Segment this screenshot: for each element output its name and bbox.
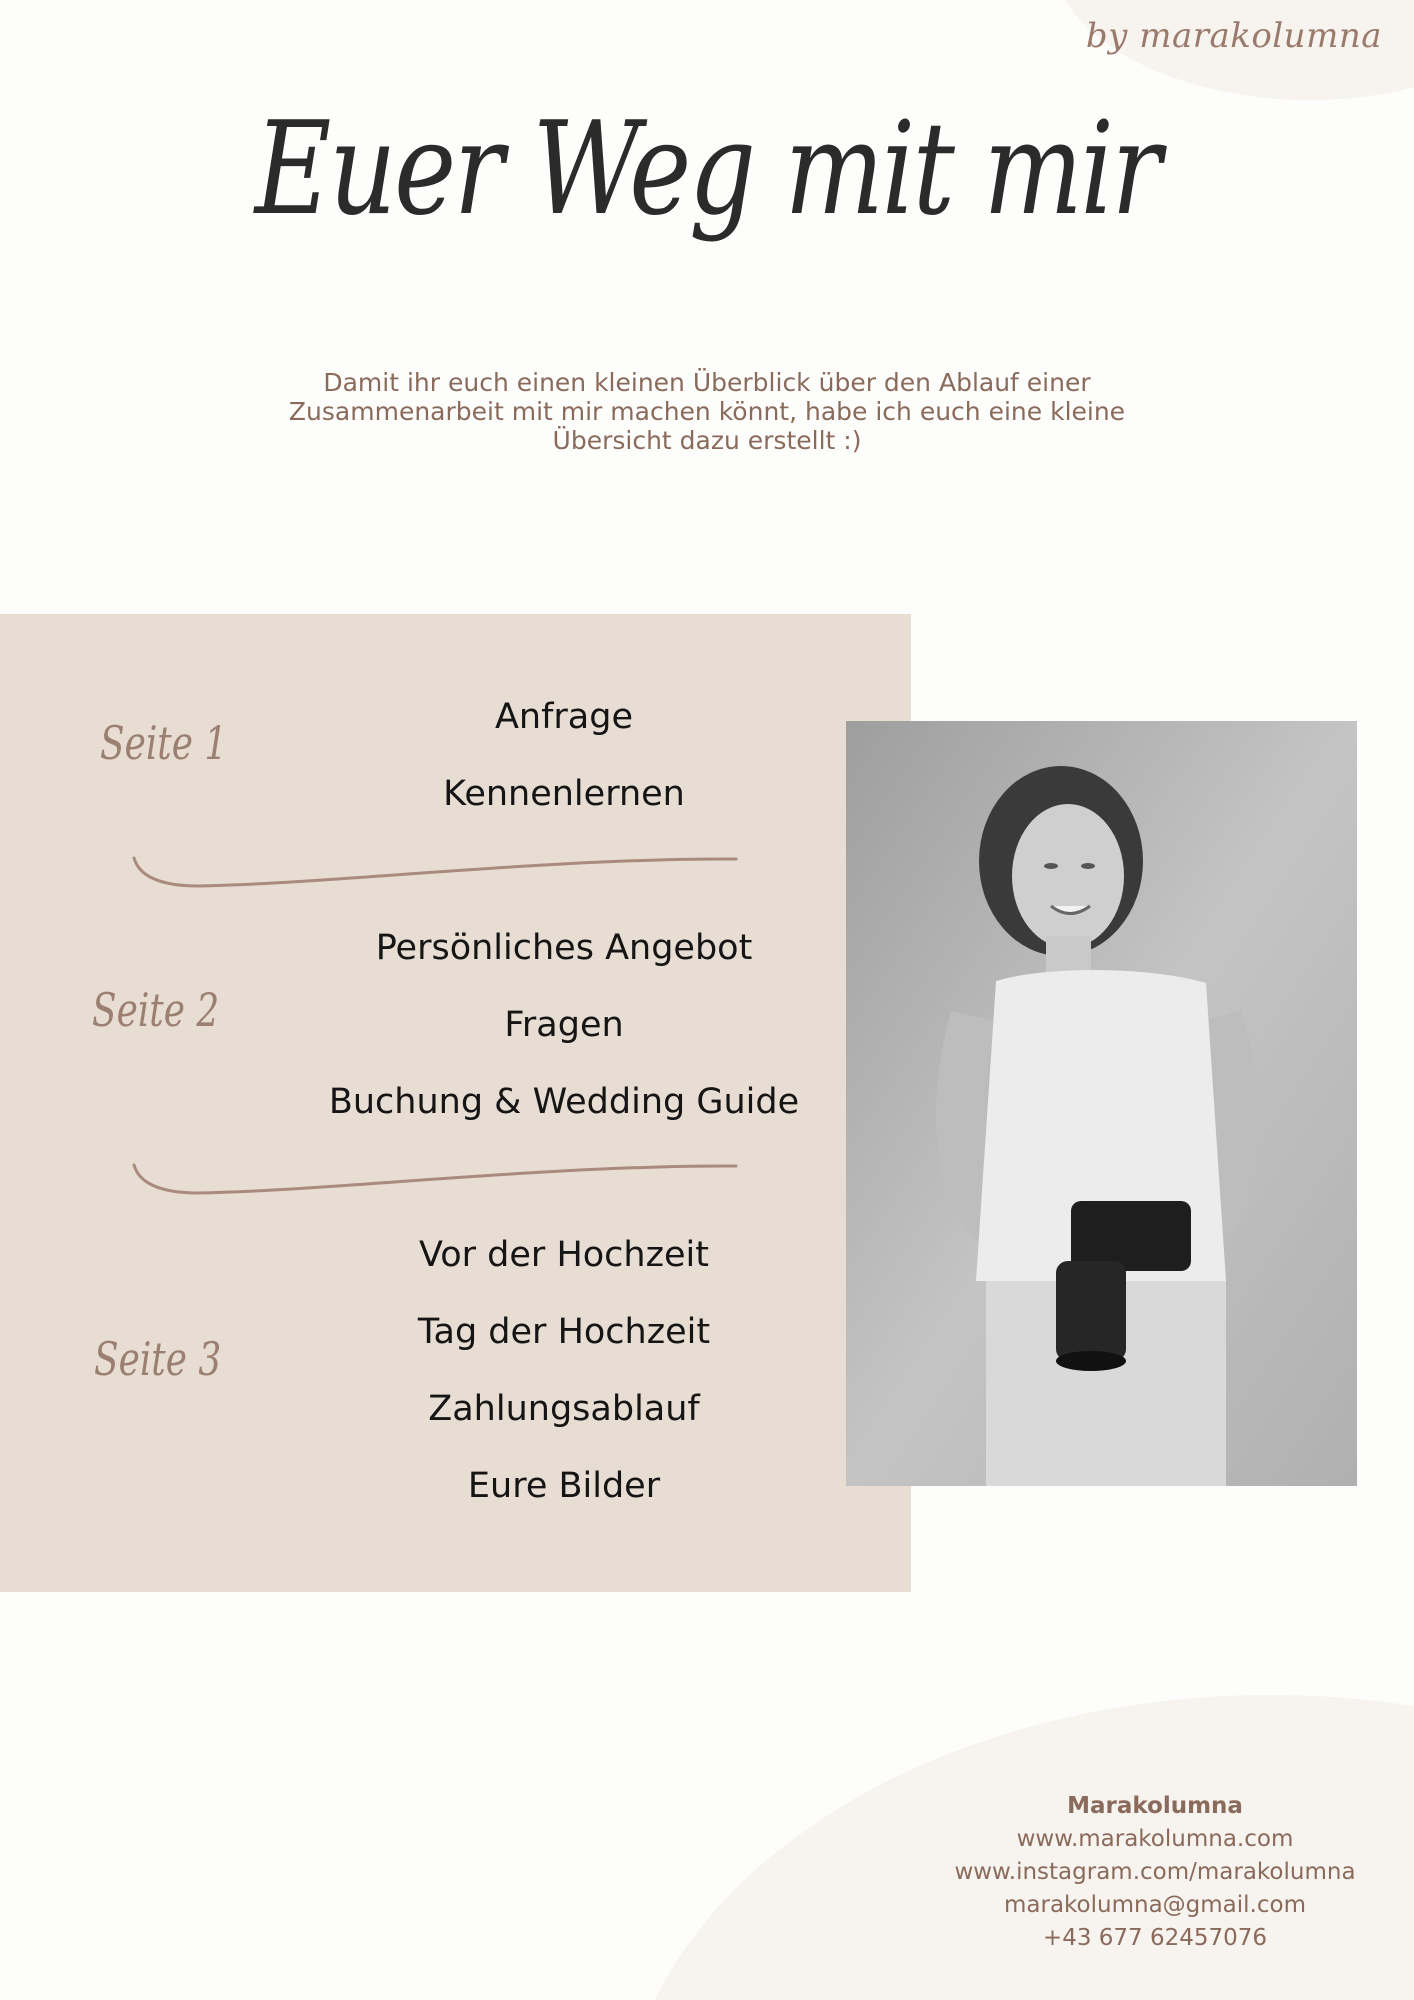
list-item-kennenlernen: Kennenlernen — [443, 774, 685, 814]
list-item-tag-der-hochzeit: Tag der Hochzeit — [417, 1312, 711, 1352]
brush-divider — [128, 1157, 748, 1207]
list-item-fragen: Fragen — [504, 1005, 624, 1045]
brush-divider — [128, 850, 748, 900]
intro-line: Zusammenarbeit mit mir machen könnt, habe ich euch eine kleine — [288, 397, 1126, 426]
intro-line: Damit ihr euch einen kleinen Überblick über den Ablauf einer — [323, 368, 1091, 397]
contact-block — [900, 1790, 1410, 1955]
list-item-vor-der-hochzeit: Vor der Hochzeit — [419, 1235, 709, 1275]
list-item-eure-bilder: Eure Bilder — [467, 1466, 661, 1506]
list-item-anfrage: Anfrage — [494, 697, 634, 737]
section-label-seite-1: Seite 1 — [100, 716, 228, 770]
portrait-photo — [846, 721, 1357, 1486]
section-label-seite-2: Seite 2 — [92, 983, 220, 1037]
intro-text — [250, 368, 1164, 455]
contact-email[interactable]: marakolumna@gmail.com — [1004, 1892, 1306, 1918]
section-label-seite-3: Seite 3 — [94, 1332, 222, 1386]
list-item-persoenliches-angebot: Persönliches Angebot — [375, 928, 753, 968]
list-item-zahlungsablauf: Zahlungsablauf — [428, 1389, 700, 1429]
contact-phone[interactable]: +43 677 62457076 — [1042, 1925, 1268, 1951]
intro-line: Übersicht dazu erstellt :) — [552, 426, 862, 455]
contact-name: Marakolumna — [1067, 1793, 1243, 1819]
page-title: Euer Weg mit mir — [254, 95, 1160, 244]
contact-website[interactable]: www.marakolumna.com — [1016, 1826, 1294, 1852]
brand-signature: by marakolumna — [1085, 16, 1382, 56]
contact-instagram[interactable]: www.instagram.com/marakolumna — [954, 1859, 1356, 1885]
list-item-buchung-wedding-guide: Buchung & Wedding Guide — [328, 1082, 800, 1122]
